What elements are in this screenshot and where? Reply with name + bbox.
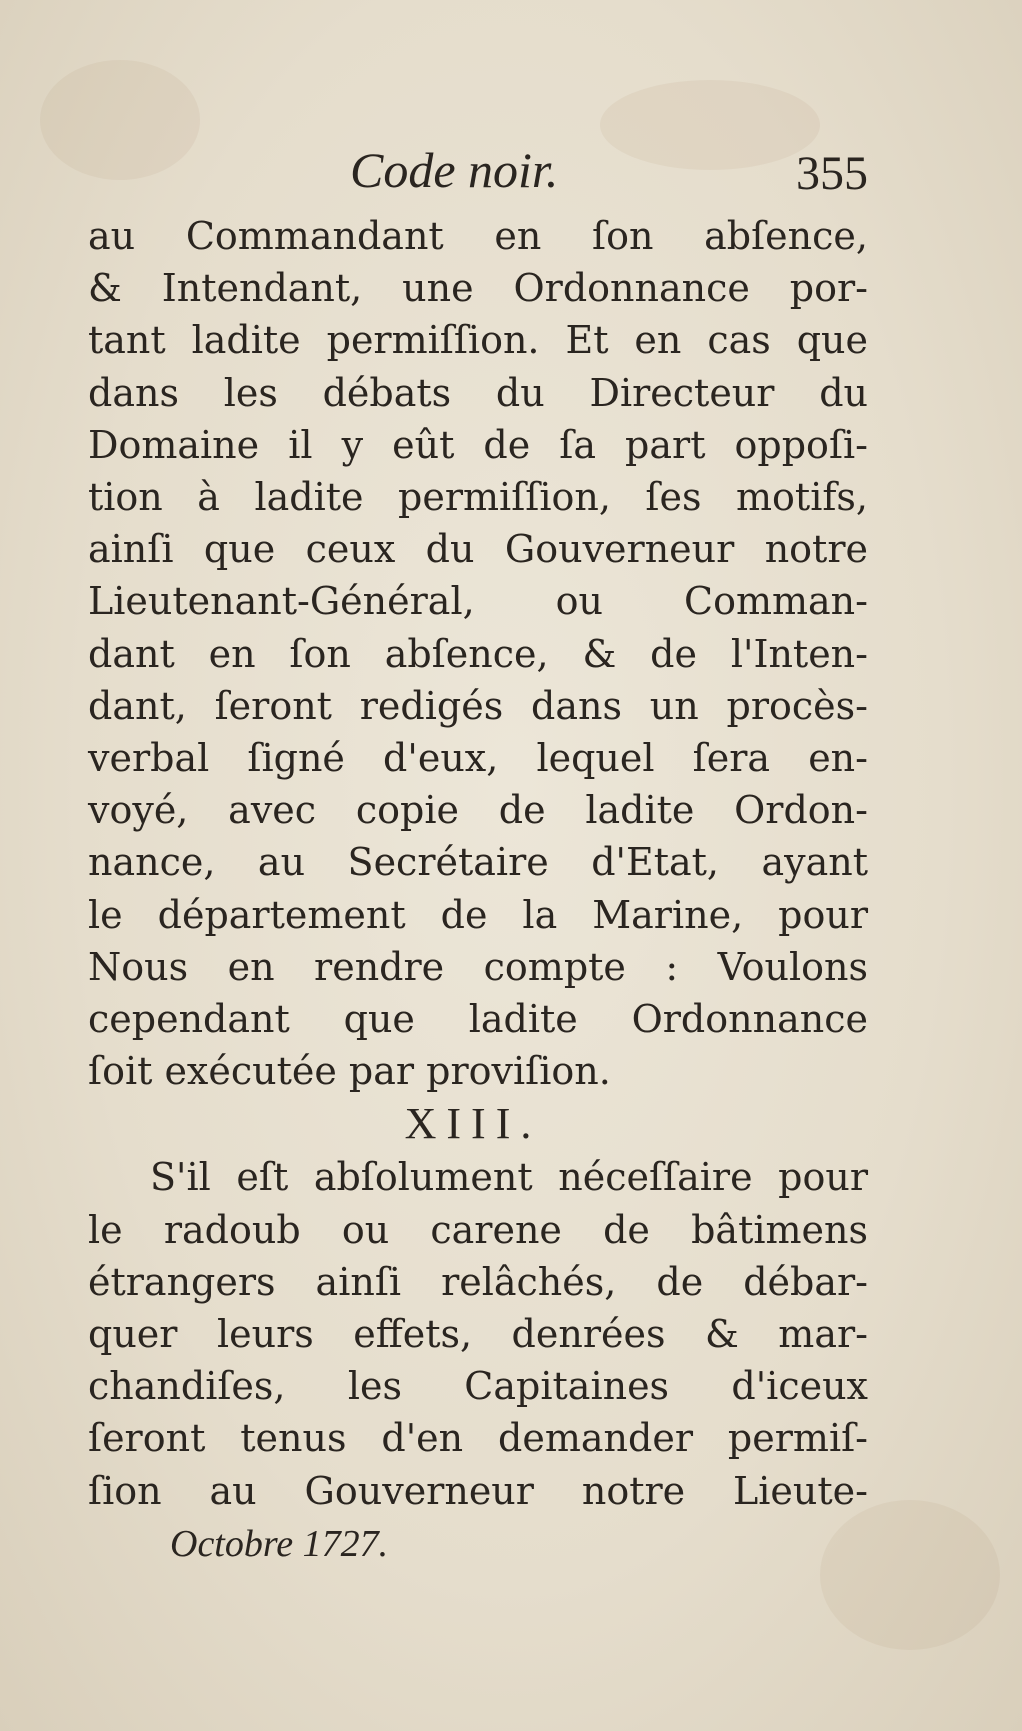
text-line: Nous en rendre compte : Voulons (88, 944, 868, 989)
text-line: au Commandant en ſon abſence, (88, 214, 868, 258)
text-line: dans les débats du Directeur du (88, 370, 868, 415)
text-line: S'il eſt abſolument néceſſaire pour (150, 1155, 868, 1200)
text-line: tion à ladite permiſſion, ſes motifs, (88, 475, 868, 520)
text-line: tant ladite permiſſion. Et en cas que (88, 318, 868, 363)
page-text (88, 140, 868, 1571)
text-line: dant en ſon abſence, & de l'Inten- (88, 631, 868, 676)
text-line: cependant que ladite Ordonnance (88, 997, 868, 1042)
text-line: ainſi que ceux du Gouverneur notre (88, 527, 868, 572)
page-header (88, 140, 868, 210)
text-line: voyé, avec copie de ladite Ordon- (88, 788, 868, 833)
text-line-last: ſoit exécutée par proviſion. (88, 1049, 611, 1094)
text-line: dant, ſeront redigés dans un procès- (88, 683, 868, 728)
text-line: chandiſes, les Capitaines d'iceux (88, 1364, 868, 1409)
signature-line: Octobre 1727. (170, 1522, 389, 1565)
text-line: verbal ſigné d'eux, lequel ſera en- (88, 736, 868, 781)
running-head: Code noir. (350, 142, 559, 198)
text-line: quer leurs effets, denrées & mar- (88, 1312, 868, 1357)
text-line: ſion au Gouverneur notre Lieute- (88, 1468, 868, 1513)
text-line: le radoub ou carene de bâtimens (88, 1207, 868, 1252)
paragraph-article-xiii (88, 1151, 868, 1516)
text-line: étrangers ainſi relâchés, de débar- (88, 1259, 868, 1304)
text-line: Domaine il y eût de ſa part oppoſi- (88, 422, 868, 467)
section-heading: XIII. (404, 1099, 542, 1149)
paragraph-continued (88, 210, 868, 1097)
text-line: ſeront tenus d'en demander permiſ- (88, 1416, 868, 1461)
text-line: le département de la Marine, pour (88, 892, 868, 937)
page-number: 355 (796, 147, 868, 200)
text-line: & Intendant, une Ordonnance por- (88, 266, 868, 311)
text-line: nance, au Secrétaire d'Etat, ayant (88, 840, 868, 885)
text-line: Lieutenant-Général, ou Comman- (88, 579, 868, 624)
